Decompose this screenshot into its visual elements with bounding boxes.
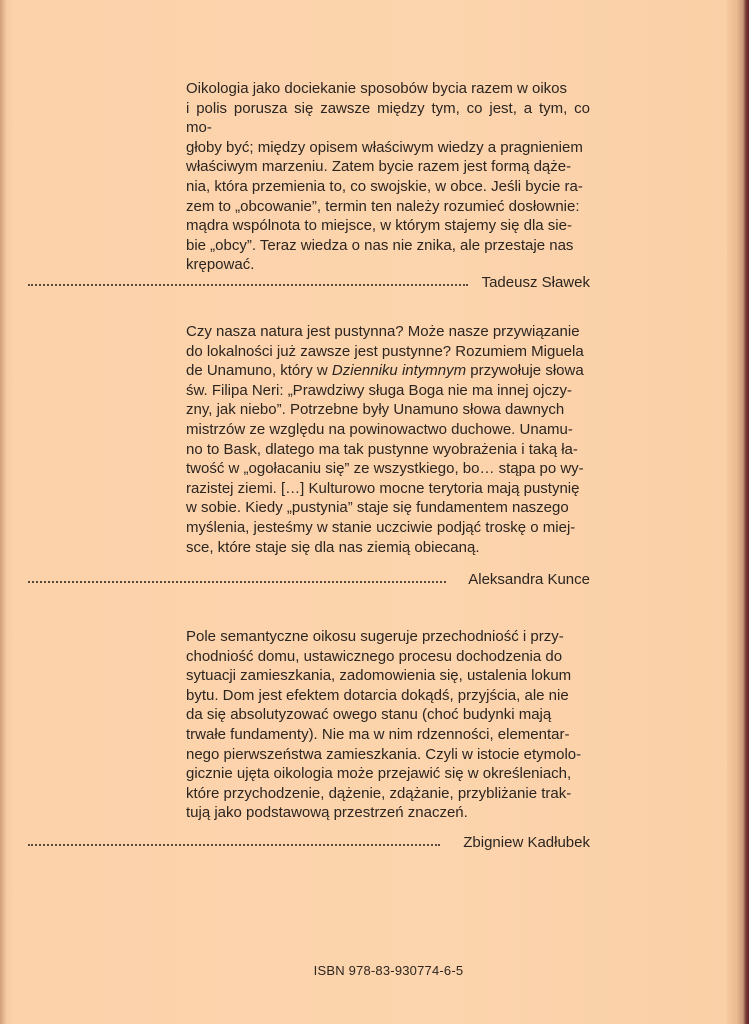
dotted-leader [28,284,468,286]
book-title: Dzienniku intymnym [331,362,467,380]
quote-line: myślenia, jesteśmy w stanie uczciwie podjąć troskę o miej- [186,518,576,536]
quote-slawek [186,79,590,275]
quote-line: mądra wspólnota to miejsce, w którym stajemy się dla sie- [186,217,572,235]
quote-text: de Unamuno, który w [186,362,332,380]
quote-line: Pole semantyczne oikosu sugeruje przechodniość i przy- [186,628,564,645]
quote-line: tują jako podstawową przestrzeń znaczeń. [186,804,468,822]
quote-line: da się absolutyzować owego stanu (choć budynki mają [186,706,552,724]
attribution-kunce [28,569,590,589]
spine-edge [727,0,749,1024]
attribution-kadlubek [28,832,590,852]
quote-line: św. Filipa Neri: „Prawdziwy sługa Boga nie ma innej ojczy- [186,381,572,399]
author-name: Aleksandra Kunce [468,570,590,588]
quote-line: właściwym marzeniu. Zatem bycie razem jest formą dąże- [186,158,572,176]
quote-line: twość w „ogołacaniu się” ze wszystkiego, bo… stąpa po wy- [186,460,584,478]
quote-kunce [186,322,590,557]
quote-line: mistrzów ze względu na powinowactwo duchowe. Unamu- [186,420,573,438]
dotted-leader [28,844,440,846]
quote-line: do lokalności już zawsze jest pustynne? Rozumiem Miguela [186,342,584,360]
quote-line [186,361,590,381]
author-name: Tadeusz Sławek [481,273,590,291]
quote-line: Czy nasza natura jest pustynna? Może nasze przywiązanie [186,323,580,340]
quote-line: które przychodzenie, dążenie, zdążanie, przybliżanie trak- [186,784,572,802]
quote-line: sce, które staje się dla nas ziemią obiecaną. [186,538,480,556]
quote-line: trwałe fundamenty). Nie ma w nim rdzenności, elementar- [186,725,570,743]
quote-line: gicznie ujęta oikologia może przejawić się w określeniach, [186,765,572,783]
isbn [0,963,749,978]
quote-line: no to Bask, dlatego ma tak pustynne wyobrażenia i taką ła- [186,440,578,458]
quote-line: krępować. [186,256,255,274]
quote-line: w sobie. Kiedy „pustynia” staje się fundamentem naszego [186,499,569,517]
attribution-slawek [28,272,590,292]
quote-line: chodniość domu, ustawicznego procesu dochodzenia do [186,647,563,665]
quote-kadlubek [186,627,590,823]
isbn-text: ISBN 978-83-930774-6-5 [313,963,464,978]
quote-text: przywołuje słowa [466,362,584,380]
cover-left-edge [0,0,6,1024]
quote-line: i polis porusza się zawsze między tym, co jest, a tym, co mo- [186,99,590,137]
quote-line: zny, jak niebo”. Potrzebne były Unamuno słowa dawnych [186,401,565,419]
quote-line: nia, która przemienia to, co swojskie, w obce. Jeśli bycie ra- [186,177,583,195]
quote-line: bie „obcy”. Teraz wiedza o nas nie znika, ale przestaje nas [186,236,574,254]
quote-line: sytuacji zamieszkania, zadomowienia się, ustalenia lokum [186,667,572,685]
quote-line: nego pierwszeństwa zamieszkania. Czyli w istocie etymolo- [186,745,582,763]
quote-line: razistej ziemi. […] Kulturowo mocne terytoria mają pustynię [186,479,580,497]
quote-line: bytu. Dom jest efektem dotarcia dokądś, przyjścia, ale nie [186,686,569,704]
dotted-leader [28,581,446,583]
quote-line: głoby być; między opisem właściwym wiedzy a pragnieniem [186,138,583,156]
quote-line: Oikologia jako dociekanie sposobów bycia razem w oikos [186,80,568,97]
author-name: Zbigniew Kadłubek [463,833,590,851]
quote-line: zem to „obcowanie”, termin ten należy rozumieć dosłownie: [186,197,580,215]
